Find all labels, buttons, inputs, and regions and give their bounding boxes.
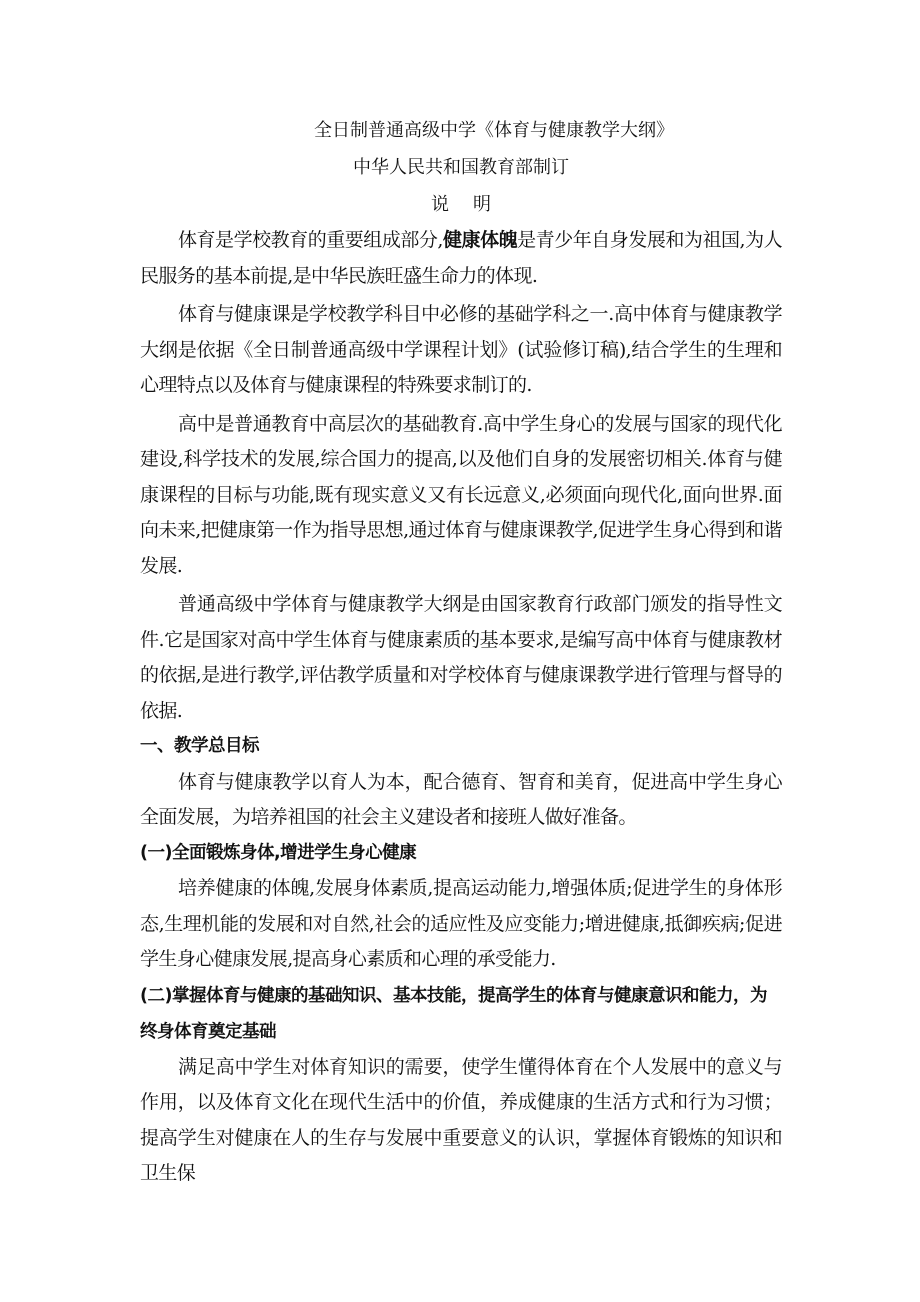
heading-teaching-goal: 一、教学总目标 — [140, 736, 259, 756]
paragraph-3: 高中是普通教育中高层次的基础教育.高中学生身心的发展与国家的现代化建设,科学技术的发展,综合国力的提高,以及他们自身的发展密切相关.体育与健康课程的目标与功能,既有现实意义又有长远意义,必须面向现代化,面向世界.面向未来,把健康第一作为指导思想,通过体育与健康课教学,促进学生身心得到和谐发展. — [140, 412, 782, 577]
heading-goal-2: (二)掌握体育与健康的基础知识、基本技能，提高学生的体育与健康意识和能力，为终身体育奠定基础 — [140, 985, 767, 1042]
paragraph-1-bold-term: 健康体魄 — [442, 229, 518, 251]
paragraph-1-part-a: 体育是学校教育的重要组成部分, — [178, 229, 443, 251]
paragraph-1-part-b: 是青少年自身发展和为祖国,为人民服务的基本前提,是中华民族旺盛生命力的体现. — [140, 229, 783, 287]
paragraph-5: 体育与健康教学以育人为本，配合德育、智育和美育，促进高中学生身心全面发展，为培养祖国的社会主义建设者和接班人做好准备。 — [140, 770, 782, 828]
paragraph-6: 培养健康的体魄,发展身体素质,提高运动能力,增强体质;促进学生的身体形态,生理机能的发展和对自然,社会的适应性及应变能力;增进健康,抵御疾病;促进学生身心健康发展,提高身心素质和心理的承受能力. — [140, 877, 782, 970]
paragraph-7: 满足高中学生对体育知识的需要，使学生懂得体育在个人发展中的意义与作用，以及体育文化在现代生活中的价值，养成健康的生活方式和行为习惯；提高学生对健康在人的生存与发展中重要意义的认识，掌握体育锻炼的知识和卫生保 — [140, 1055, 782, 1184]
heading-goal-1: (一)全面锻炼身体,增进学生身心健康 — [140, 842, 417, 863]
document-page — [140, 112, 782, 1192]
paragraph-4: 普通高级中学体育与健康教学大纲是由国家教育行政部门颁发的指导性文件.它是国家对高中学生体育与健康素质的基本要求,是编写高中体育与健康教材的依据,是进行教学,评估教学质量和对学校体育与健康课教学进行管理与督导的依据. — [140, 593, 782, 722]
paragraph-1 — [140, 223, 782, 294]
document-issuer: 中华人民共和国教育部制订 — [353, 157, 569, 178]
paragraph-2: 体育与健康课是学校教学科目中必修的基础学科之一.高中体育与健康教学大纲是依据《全日制普通高级中学课程计划》(试验修订稿),结合学生的生理和心理特点以及体育与健康课程的特殊要求制订的. — [140, 303, 782, 396]
document-title: 全日制普通高级中学《体育与健康教学大纲》 — [314, 120, 674, 141]
section-title-explanation: 说明 — [431, 194, 515, 215]
